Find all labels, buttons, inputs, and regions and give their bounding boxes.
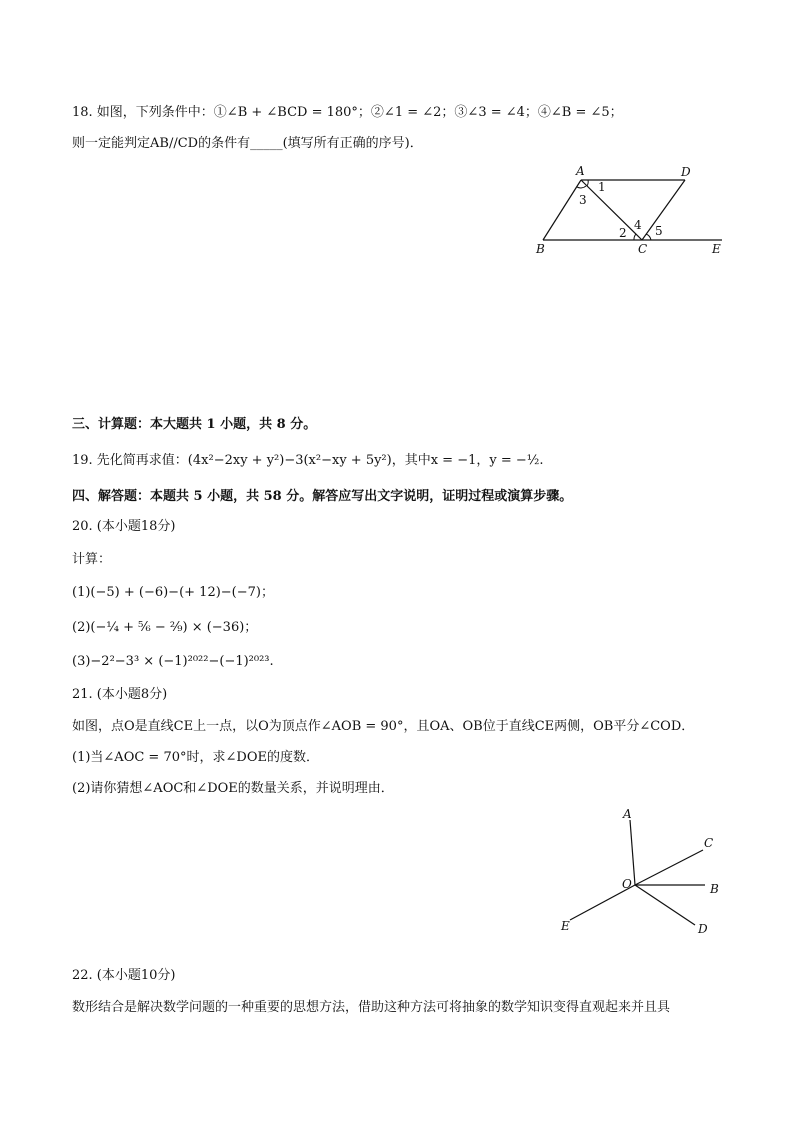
segment-ac — [581, 180, 642, 240]
label-d: D — [681, 165, 691, 179]
section4-heading: 四、解答题：本题共 5 小题，共 58 分。解答应写出文字说明，证明过程或演算步骤。 — [72, 489, 573, 504]
ray-oc — [635, 850, 703, 885]
label-b: B — [710, 882, 719, 896]
angle-arc-c2 — [646, 234, 651, 240]
label-o: O — [622, 877, 632, 891]
ray-oa — [630, 820, 635, 885]
q18-line1: 18. 如图，下列条件中：①∠B + ∠BCD = 180°；②∠1 = ∠2；③∠3 = ∠4；④∠B = ∠5； — [72, 105, 623, 120]
q20-intro: 计算： — [72, 552, 112, 567]
q19-text: 19. 先化简再求值：(4x²−2xy + y²)−3(x²−xy + 5y²)，其中x = −1，y = −½. — [72, 453, 544, 468]
label-angle-3: 3 — [579, 193, 587, 207]
angle-figure — [550, 800, 730, 940]
label-d: D — [698, 922, 708, 936]
q21-text: 如图，点O是直线CE上一点，以O为顶点作∠AOB = 90°，且OA、OB位于直线CE两侧，OB平分∠COD． — [72, 719, 695, 734]
label-angle-2: 2 — [619, 226, 627, 240]
label-b: B — [536, 242, 545, 256]
q21-title: 21. (本小题8分) — [72, 687, 168, 702]
label-e: E — [712, 242, 721, 256]
label-c: C — [638, 242, 648, 256]
segment-dc — [642, 180, 685, 240]
q22-title: 22. (本小题10分) — [72, 968, 176, 983]
label-e: E — [561, 919, 570, 933]
parallelogram-figure — [530, 162, 730, 262]
label-angle-1: 1 — [598, 180, 606, 194]
label-angle-5: 5 — [655, 224, 663, 238]
label-angle-4: 4 — [634, 218, 642, 232]
q20-title: 20. (本小题18分) — [72, 519, 176, 534]
q20-item-1: (1)(−5) + (−6)−(+ 12)−(−7)； — [72, 585, 274, 600]
q20-item-3: (3)−2²−3³ × (−1)²⁰²²−(−1)²⁰²³. — [72, 654, 274, 669]
q22-text: 数形结合是解决数学问题的一种重要的思想方法，借助这种方法可将抽象的数学知识变得直观起来并且具 — [72, 1000, 671, 1015]
angle-arc-a — [587, 180, 588, 186]
ray-od — [635, 885, 695, 925]
label-a: A — [576, 164, 585, 178]
label-a: A — [623, 807, 632, 821]
angle-arc-c — [634, 234, 636, 240]
segment-ab — [543, 180, 581, 240]
angle-arc-a2 — [577, 186, 586, 188]
section3-heading: 三、计算题：本大题共 1 小题，共 8 分。 — [72, 417, 317, 432]
label-c: C — [704, 836, 714, 850]
q18-line2: 则一定能判定AB//CD的条件有_____(填写所有正确的序号)． — [72, 136, 423, 151]
q21-part1: (1)当∠AOC = 70°时，求∠DOE的度数． — [72, 750, 319, 765]
q21-part2: (2)请你猜想∠AOC和∠DOE的数量关系，并说明理由． — [72, 781, 394, 796]
q20-item-2: (2)(−¼ + ⅚ − ²⁄₉) × (−36)； — [72, 620, 258, 635]
